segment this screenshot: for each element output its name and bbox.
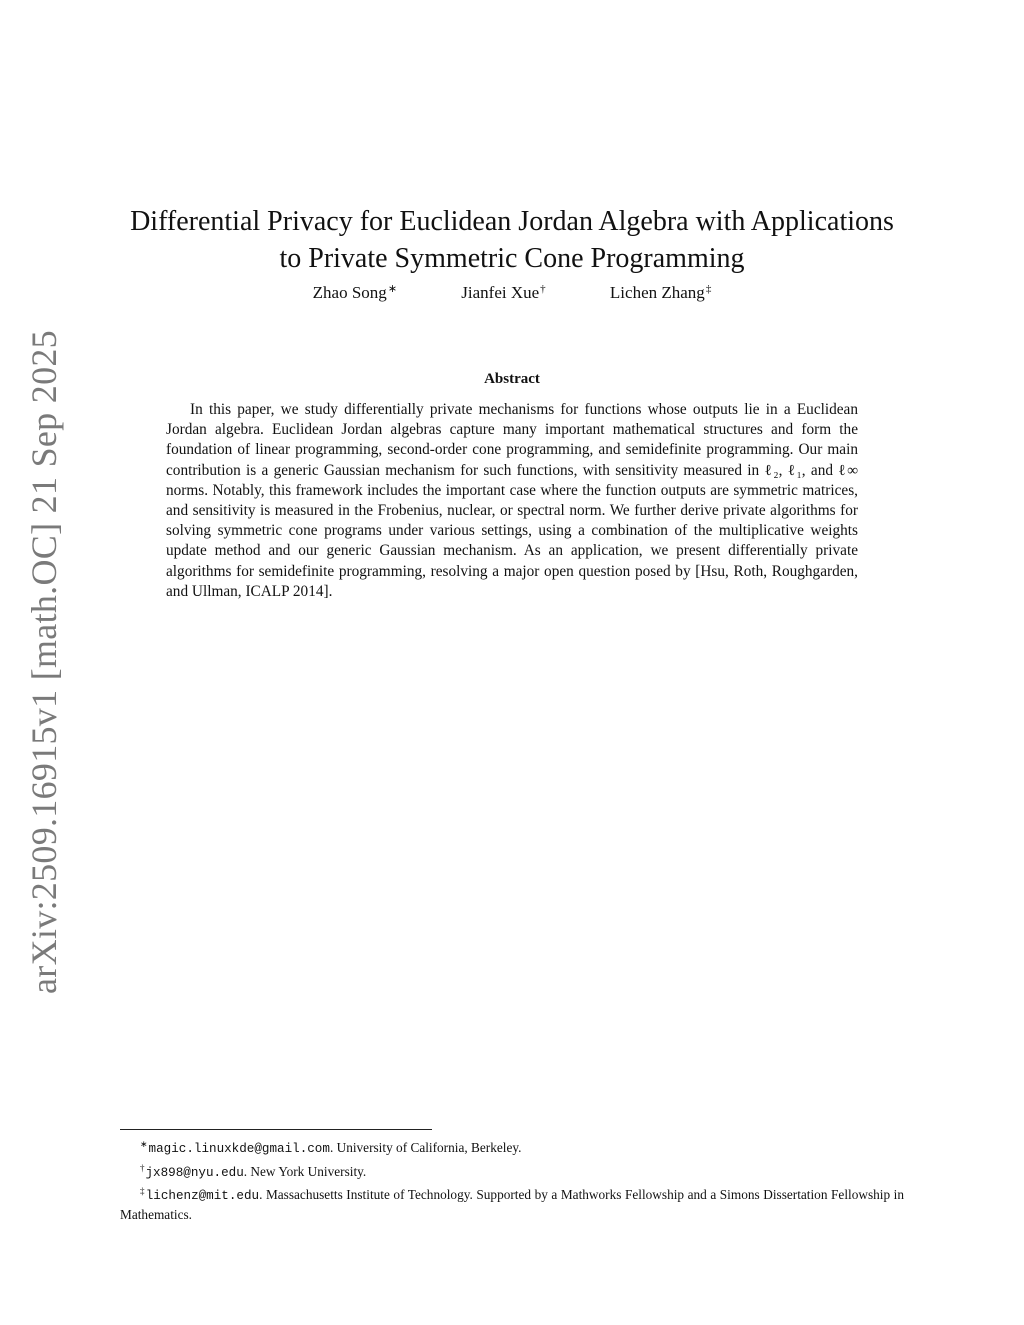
- author-name: Lichen Zhang: [609, 283, 705, 302]
- author-list: [0, 282, 1024, 303]
- footnote-divider: [120, 1129, 432, 1130]
- footnote-mark: ∗: [140, 1139, 148, 1149]
- footnote-mark: ‡: [140, 1186, 145, 1196]
- arxiv-side-stamp: arXiv:2509.16915v1 [math.OC] 21 Sep 2025: [24, 330, 64, 994]
- footnote-3: [120, 1182, 904, 1224]
- footnote-text: . University of California, Berkeley.: [329, 1140, 522, 1155]
- author-footnote-mark: †: [540, 283, 546, 295]
- author-name: Jianfei Xue: [461, 283, 540, 302]
- author-footnote-mark: ‡: [705, 283, 712, 295]
- title-line-1: Differential Privacy for Euclidean Jordan Algebra with Applications: [130, 205, 894, 237]
- footnote-2: [120, 1159, 904, 1183]
- footnotes: [120, 1135, 904, 1224]
- footnote-1: [120, 1135, 904, 1159]
- title-line-2: to Private Symmetric Cone Programming: [279, 242, 745, 274]
- author-3: [610, 283, 711, 303]
- footnote-email: jx898@nyu.edu: [145, 1165, 244, 1180]
- footnote-mark: †: [140, 1162, 145, 1173]
- footnote-email: magic.linuxkde@gmail.com: [148, 1142, 330, 1156]
- author-1: [313, 282, 397, 303]
- author-name: Zhao Song: [312, 283, 387, 302]
- author-2: [461, 283, 545, 303]
- abstract-body: In this paper, we study differentially private mechanisms for functions whose outputs lie in a Euclidean Jordan algebra. Euclidean Jordan algebras capture many important mathematical structures and form the foundation of linear programming, second-order cone programming, and semidefinite programming. Our main contribution is a generic Gaussian mechanism for such functions, with sensitivity measured in ℓ₂, ℓ₁, and ℓ∞ norms. Notably, this framework includes the important case where the function outputs are symmetric matrices, and sensitivity is measured in the Frobenius, nuclear, or spectral norm. We further derive private algorithms for solving symmetric cone programs under various settings, using a combination of the multiplicative weights update method and our generic Gaussian mechanism. As an application, we present differentially private algorithms for semidefinite programming, resolving a major open question posed by [Hsu, Roth, Roughgarden, and Ullman, ICALP 2014].: [166, 401, 858, 600]
- paper-title: [100, 203, 924, 277]
- author-footnote-mark: ∗: [387, 283, 398, 295]
- footnote-email: lichenz@mit.edu: [145, 1189, 260, 1203]
- footnote-text: . New York University.: [243, 1163, 367, 1179]
- abstract-heading: Abstract: [484, 371, 540, 387]
- footnote-text: . Massachusetts Institute of Technology. Supported by a Mathworks Fellowship and a Simons Dissertation Fellowship in Mathematics.: [120, 1187, 904, 1222]
